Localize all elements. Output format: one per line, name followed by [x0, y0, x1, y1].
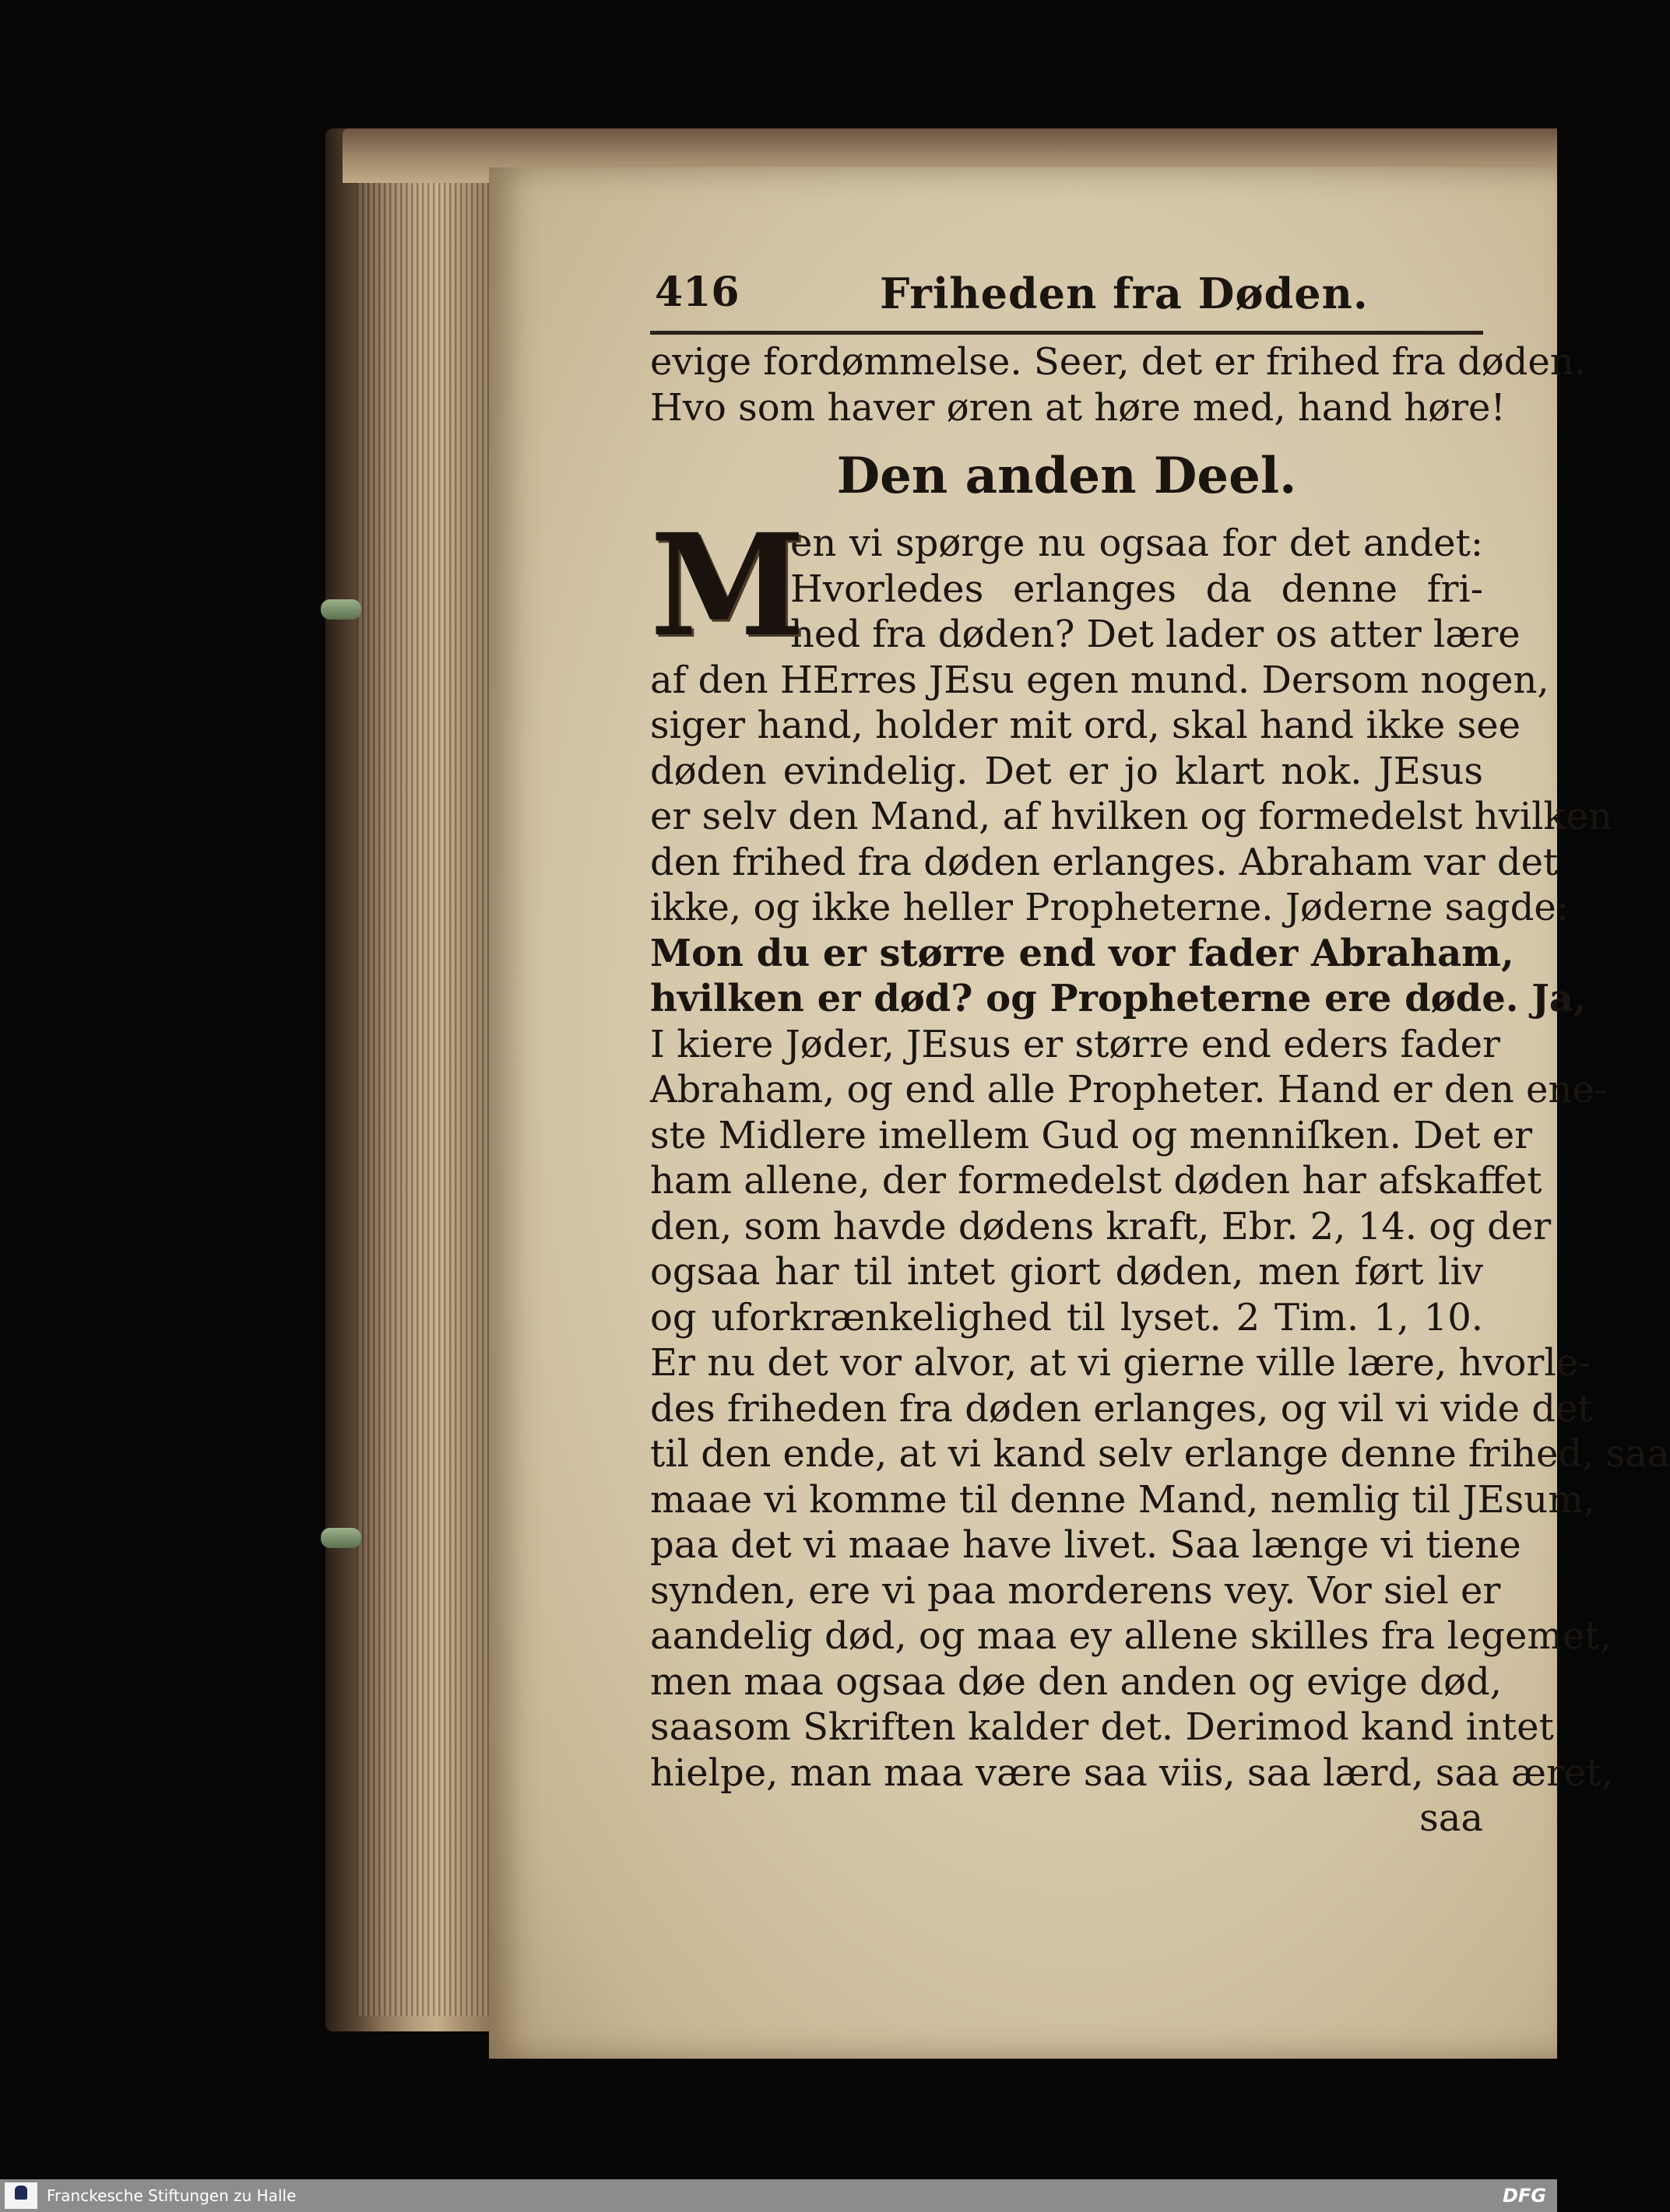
institution-logo-icon	[5, 2182, 37, 2209]
text-line: I kiere Jøder, JEsus er større end eders fader	[650, 1022, 1500, 1066]
text-line: ste Midlere imellem Gud og menniſken. Det er	[650, 1113, 1533, 1157]
text-line: Abraham, og end alle Propheter. Hand er den ene-	[650, 1068, 1607, 1111]
text-line: Er nu det vor alvor, at vi gierne ville lære, hvorle-	[650, 1341, 1591, 1385]
text-line: siger hand, holder mit ord, skal hand ikke see	[650, 704, 1521, 747]
book-page-edges	[325, 128, 505, 2031]
page-number: 416	[655, 269, 740, 316]
text-line: og uforkrænkelighed til lyset. 2 Tim. 1, 10.	[650, 1295, 1483, 1339]
text-line: Mon du er større end vor fader Abraham,	[650, 931, 1514, 975]
text-line: hielpe, man maa være saa viis, saa lærd, saa æret,	[650, 1750, 1613, 1795]
catchword: saa	[1419, 1796, 1483, 1840]
text-line: den, som havde dødens kraft, Ebr. 2, 14. og der	[650, 1204, 1552, 1248]
text-line: ikke, og ikke heller Propheterne. Jøderne sagde:	[650, 886, 1569, 929]
section-heading: Den anden Deel.	[836, 447, 1297, 505]
text-line: des friheden fra døden erlanges, og vil vi vide det	[650, 1386, 1593, 1431]
text-line: maae vi komme til denne Mand, nemlig til JEsum,	[650, 1477, 1595, 1522]
text-line: hed fra døden? Det lader os atter lære	[790, 613, 1521, 656]
text-line: men maa ogsaa døe den anden og evige død,	[650, 1659, 1503, 1704]
text-line: aandelig død, og maa ey allene skilles fra legemet,	[650, 1614, 1612, 1658]
text-line: evige fordømmelse. Seer, det er frihed fra døden.	[650, 340, 1586, 384]
text-line: ham allene, der formedelst døden har afskaffet	[650, 1159, 1542, 1203]
text-line: paa det vi maae have livet. Saa længe vi tiene	[650, 1523, 1521, 1567]
text-line: hvilken er død? og Propheterne ere døde. Ja,	[650, 977, 1587, 1020]
clasp-lower	[321, 1528, 361, 1548]
text-line: saasom Skriften kalder det. Derimod kand intet	[650, 1705, 1554, 1749]
text-line: døden evindelig. Det er jo klart nok. JEsus	[650, 749, 1483, 793]
dfg-logo: DFG	[1502, 2185, 1546, 2207]
drop-cap-paragraph	[650, 504, 1521, 668]
text-line: er selv den Mand, af hvilken og formedelst hvilken	[650, 795, 1612, 838]
opening-paragraph	[650, 339, 1586, 430]
clasp-upper	[321, 599, 361, 620]
text-line: til den ende, at vi kand selv erlange denne frihed, saa	[650, 1432, 1670, 1476]
body-paragraph	[650, 658, 1670, 1842]
viewer-footer	[0, 2179, 1557, 2212]
text-line: synden, ere vi paa morderens vey. Vor siel er	[650, 1568, 1501, 1613]
running-head	[650, 269, 1483, 335]
institution-name: Franckesche Stiftungen zu Halle	[47, 2186, 297, 2205]
text-line: Hvorledes erlanges da denne fri-	[790, 567, 1483, 611]
text-line: Hvo som haver øren at høre med, hand høre!	[650, 385, 1506, 430]
running-title: Friheden fra Døden.	[880, 269, 1369, 318]
text-line: af den HErres JEsu egen mund. Dersom nogen,	[650, 658, 1549, 702]
drop-cap-initial: M	[650, 504, 806, 668]
text-line: en vi spørge nu ogsaa for det andet:	[790, 521, 1483, 565]
page-text	[650, 269, 1670, 1842]
text-line: ogsaa har til intet giort døden, men ført liv	[650, 1250, 1483, 1294]
text-line: den frihed fra døden erlanges. Abraham var det	[650, 840, 1559, 884]
